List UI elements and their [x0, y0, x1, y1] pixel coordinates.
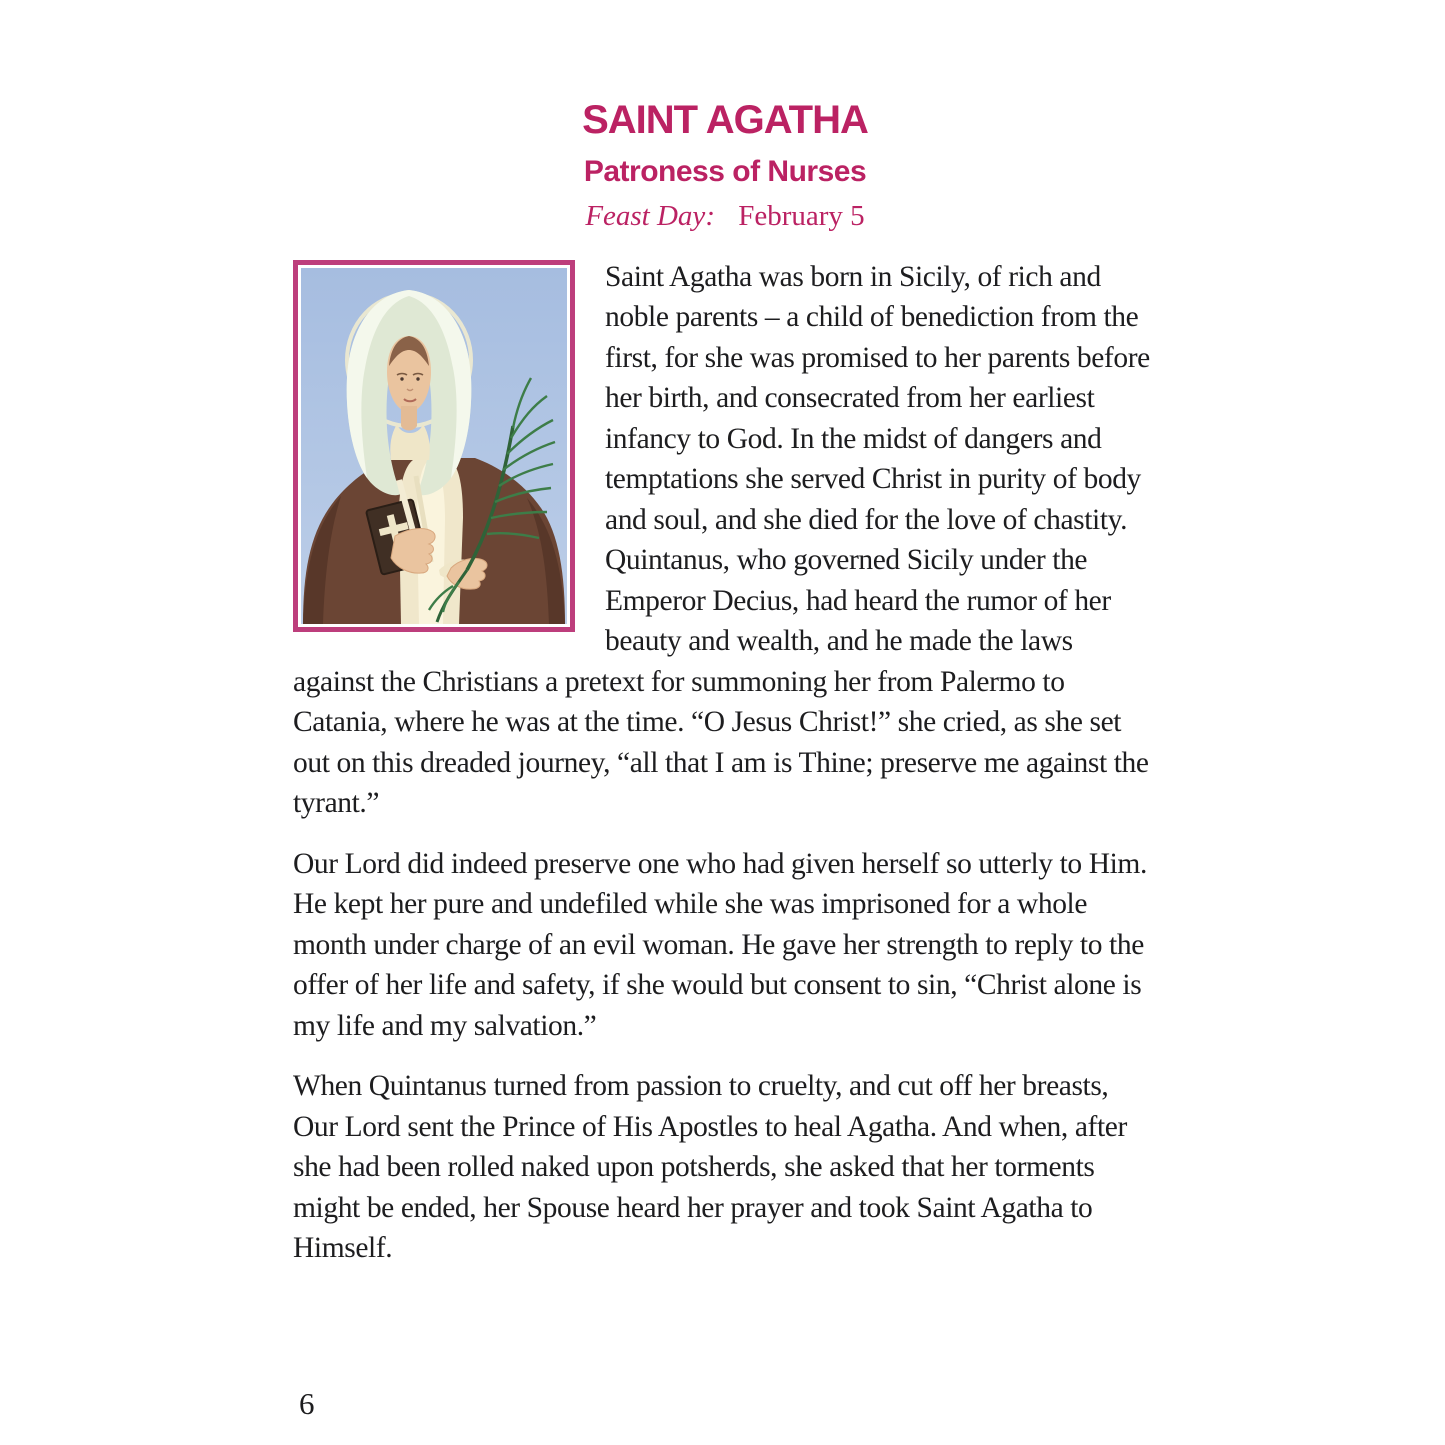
page-subtitle: Patroness of Nurses [583, 154, 867, 188]
page-number: 6 [299, 1386, 315, 1421]
saint-agatha-illustration [301, 268, 567, 624]
feast-day-value: February 5 [738, 199, 865, 232]
paragraph-3: When Quintanus turned from passion to cruelty, and cut off her breasts, Our Lord sent the Prince of His Apostles to heal Agatha. And when, after she had been rolled naked upon potsherds, she asked that her torments might be ended, her Spouse heard her prayer and took Saint Agatha to Himself. [293, 1070, 1127, 1265]
paragraph-2: Our Lord did indeed preserve one who had given herself so utterly to Him. He kept her pure and undefiled while she was imprisoned for a whole month under charge of an evil woman. He gave her strength to reply to the offer of her life and safety, if she would but consent to sin, “Christ alone is my life and my salvation.” [293, 847, 1147, 1042]
feast-day-colon: : [705, 199, 715, 232]
page-header [293, 98, 1157, 233]
feast-day-line [293, 200, 1157, 233]
feast-day-label: Feast Day [585, 199, 706, 232]
page-content [293, 98, 1157, 1269]
article-body [293, 257, 1157, 1269]
paragraph-1: Saint Agatha was born in Sicily, of rich and noble parents – a child of benediction from the first, for she was promised to her parents before her birth, and consecrated from her earliest infancy to God. In the midst of dangers and temptations she served Christ in purity of body and soul, and she died for the love of chastity. Quintanus, who governed Sicily under the Emperor Decius, had heard the rumor of her beauty and wealth, and he made the laws against the Christians a pretext for summoning her from Palermo to Catania, where he was at the time. “O Jesus Christ!” she cried, as she set out on this dreaded journey, “all that I am is Thine; preserve me against the tyrant.” [293, 260, 1150, 820]
page-title: SAINT AGATHA [582, 98, 868, 142]
saint-agatha-portrait [293, 260, 575, 632]
